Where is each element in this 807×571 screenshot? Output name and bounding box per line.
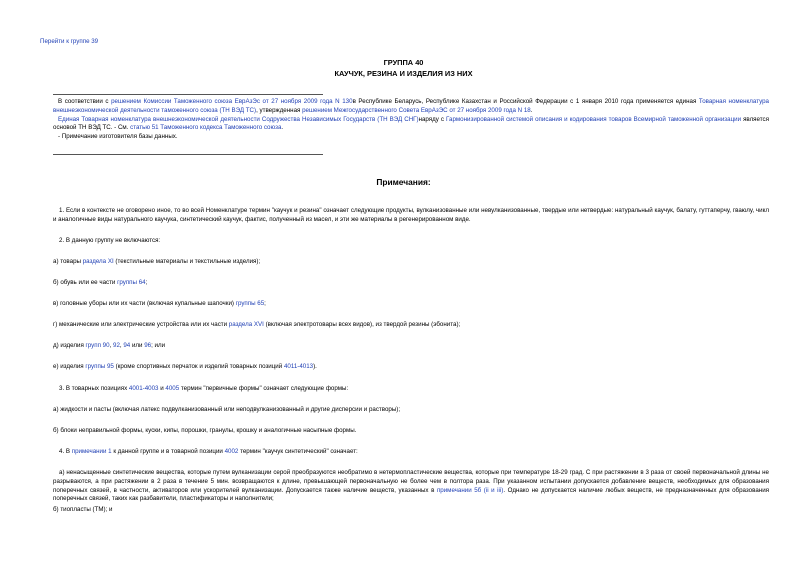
note-paragraph (53, 385, 769, 394)
text-run: в Республике Беларусь, Республике Казахстан и Российской Федерации с 1 января 2010 года применяется единая (352, 98, 699, 105)
text-run: 4. В (59, 447, 72, 455)
note-paragraph (53, 321, 769, 330)
reference-link[interactable]: раздела XI (82, 257, 114, 265)
text-run: (включая электротовары всех видов), из твердой резины (эбонита); (263, 321, 461, 329)
reference-link[interactable]: 4001-4003 (128, 384, 159, 392)
reference-link[interactable]: 4002 (224, 447, 239, 455)
footnote-db-note (53, 133, 769, 142)
text-run: , (109, 342, 114, 350)
text-run: а) жидкости и пасты (включая латекс подвулканизованный или неподвулканизованный и другие дисперсии и растворы); (53, 405, 401, 413)
text-run: и (158, 384, 166, 392)
notes-heading: Примечания: (376, 177, 431, 187)
text-run: к данной группе и в товарной позиции (111, 447, 225, 455)
reference-link[interactable]: групп 90 (85, 342, 110, 350)
text-run: ; (264, 300, 266, 308)
text-run: или (130, 342, 145, 350)
text-run: б) обувь или ее части (53, 279, 118, 287)
reference-link[interactable]: 4011-4013 (283, 363, 314, 371)
reference-link[interactable]: примечании 1 (71, 447, 112, 455)
note-paragraph (53, 506, 769, 515)
reference-link[interactable]: статью 51 Таможенного кодекса Таможенного союза (130, 124, 282, 132)
footnote-bottom-rule (53, 154, 323, 155)
note-paragraph (53, 469, 769, 504)
reference-link[interactable]: 94 (123, 342, 131, 350)
reference-link[interactable]: решением Межгосударственного Совета ЕврАзЭС от 27 ноября 2009 года N 18 (302, 106, 531, 114)
group-subtitle: КАУЧУК, РЕЗИНА И ИЗДЕЛИЯ ИЗ НИХ (334, 68, 473, 78)
text-run: . (281, 124, 284, 132)
text-run: - Примечание изготовителя базы данных. (58, 133, 178, 141)
text-run: 3. В товарных позициях (59, 384, 129, 392)
footnote (53, 98, 769, 142)
reference-link[interactable]: Товарная номенклатура внешнеэкономической деятельности таможенного союза (ТН ВЭД ТС) (53, 98, 770, 114)
text-run: ; или (151, 342, 166, 350)
note-paragraph (53, 448, 769, 457)
text-run: а) ненасыщенные синтетические вещества, которые путем вулканизации серой преобразуются необратимо в нетермопластические вещества, которые при температуре 18-29 град. С при растяжении в 3 раза от своей первоначальной длины не разрываются, а при растяжении в 2 раза в течение 5 мин. возвращаются к длине, превышающей первоначальную не более чем в полтора раза. При указанном испытании допускается добавление веществ, необходимых для образования поперечных связей, в частности, активаторов или ускорителей вулканизации. Допускается также наличие веществ, указанных в (53, 468, 769, 494)
note-paragraph (53, 237, 769, 246)
notes-body (53, 207, 769, 527)
note-paragraph (53, 258, 769, 267)
text-run: наряду с (418, 115, 447, 123)
reference-link[interactable]: Единая Товарная номенклатура внешнеэкономической деятельности Содружества Независимых Государств (ТН ВЭД СНГ) (58, 115, 419, 123)
reference-link[interactable]: группы 95 (85, 363, 114, 371)
reference-link[interactable]: 92 (113, 342, 120, 350)
note-paragraph (53, 207, 769, 225)
reference-link[interactable]: Гармонизированной системой описания и кодирования товаров Всемирной таможенной организации (446, 115, 742, 123)
reference-link[interactable]: 4005 (165, 384, 180, 392)
note-paragraph (53, 279, 769, 288)
text-run: термин "первичные формы" означает следующие формы: (179, 384, 349, 392)
text-run: 1. Если в контексте не оговорено иное, то во всей Номенклатуре термин "каучук и резина" означает следующие продукты, вулканизованные или невулканизованные, твердые или нетвердые: натуральный каучук, балату, гуттаперчу, гваюлу, чикл и аналогичные виды натурального каучука, синтетический каучук, фактис, полученный из масел, и эти же материалы в регенерированном виде. (53, 207, 769, 223)
footnote-paragraph (53, 116, 769, 134)
reference-link[interactable]: 96 (144, 342, 152, 350)
text-run: ). (313, 363, 317, 371)
text-run: а) товары (53, 257, 83, 265)
text-run: е) изделия (53, 363, 86, 371)
note-paragraph (53, 406, 769, 415)
note-paragraph (53, 363, 769, 372)
text-run: . (530, 106, 533, 114)
text-run: г) механические или электрические устройства или их части (53, 321, 229, 329)
reference-link[interactable]: решением Комиссии Таможенного союза ЕврАзЭс от 27 ноября 2009 года N 130 (111, 98, 353, 105)
text-run: в) головные уборы или их части (включая купальные шапочки) (53, 300, 236, 308)
prev-group-link[interactable]: Перейти к группе 39 (40, 38, 99, 45)
text-run: , утвержденная (256, 106, 303, 114)
note-paragraph (53, 427, 769, 436)
text-run: является основой ТН ВЭД ТС. - См. (53, 115, 769, 132)
text-run: б) блоки неправильной формы, куски, кипы, порошки, гранулы, крошку и аналогичные насыпные формы. (53, 426, 357, 434)
text-run: В соответствии с (58, 98, 112, 105)
text-run: 2. В данную группу не включаются: (59, 236, 161, 244)
footnote-paragraph (53, 98, 769, 116)
text-run: (текстильные материалы и текстильные изделия); (113, 257, 261, 265)
text-run: д) изделия (53, 342, 86, 350)
reference-link[interactable]: раздела XVI (228, 321, 264, 329)
reference-link[interactable]: группы 65 (235, 300, 265, 308)
text-run: , (119, 342, 124, 350)
reference-link[interactable]: примечании 5б (ii и iii) (436, 486, 504, 494)
text-run: б) тиопласты (ТМ); и (53, 506, 113, 514)
text-run: термин "каучук синтетический" означает: (238, 447, 358, 455)
reference-link[interactable]: группы 64 (117, 279, 146, 287)
page-title (0, 58, 807, 79)
text-run: . Однако не допускается наличие любых веществ, не предназначенных для образования поперечных связей, таких как разбавители, пластификаторы и наполнители; (53, 486, 770, 503)
group-number: ГРУППА 40 (383, 58, 424, 67)
note-paragraph (53, 300, 769, 309)
text-run: ; (145, 279, 148, 287)
note-paragraph (53, 342, 769, 351)
footnote-top-rule (53, 94, 323, 95)
text-run: (кроме спортивных перчаток и изделий товарных позиций (113, 363, 284, 371)
